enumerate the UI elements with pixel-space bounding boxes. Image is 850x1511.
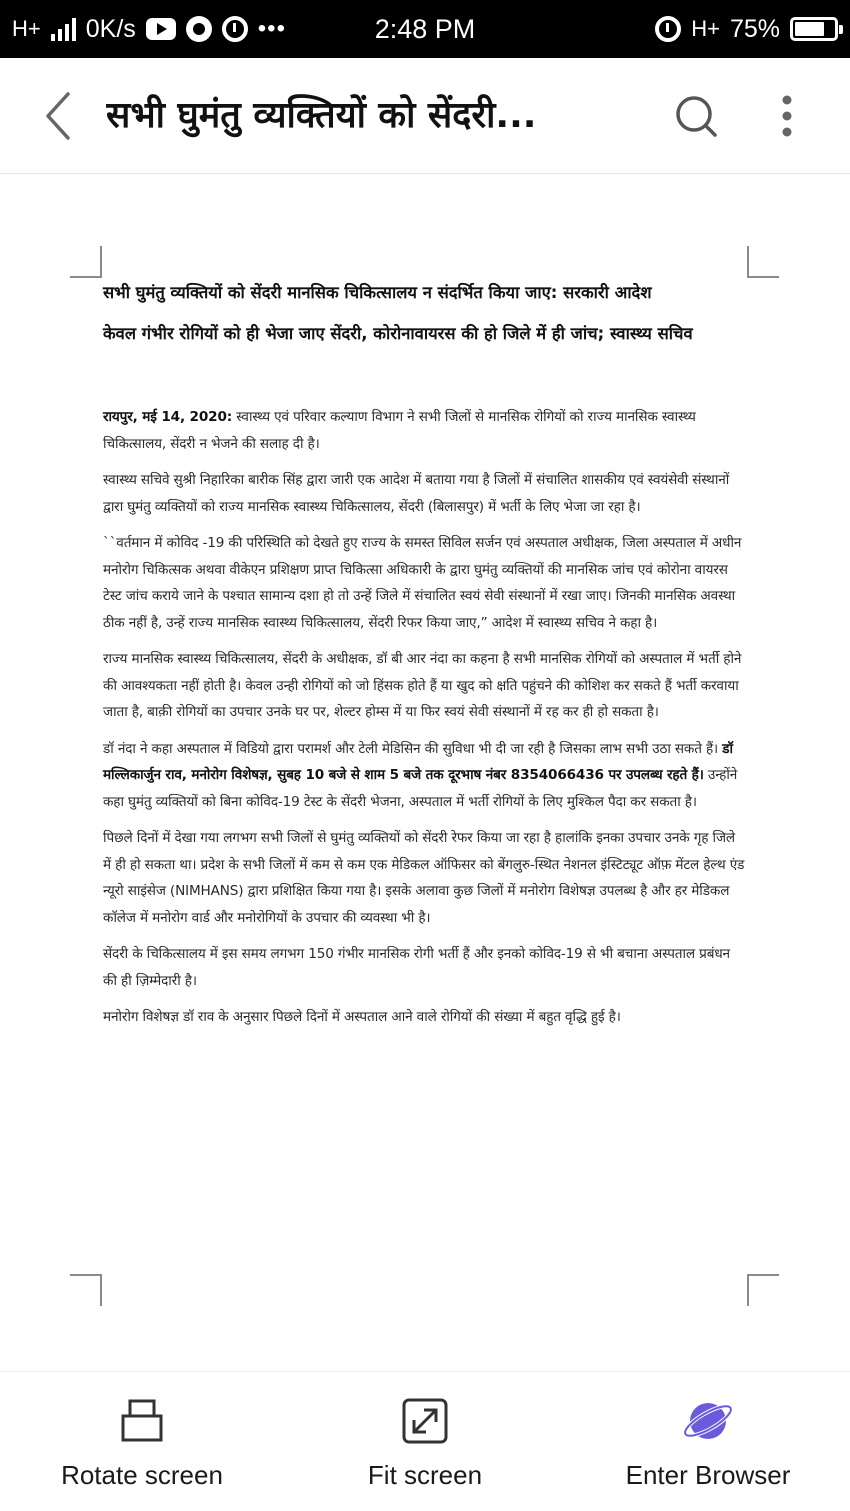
paragraph-6: पिछले दिनों में देखा गया लगभग सभी जिलों से घुमंतु व्यक्तियों को सेंदरी रेफर किया जा रहा है हालांकि इनका उपचार उनके गृह जिले में ही हो सकता था। प्रदेश के सभी जिलों में कम से कम एक मेडिकल ऑफिसर को बेंगलुरु-स्थित नेशनल इंस्टिट्यूट ऑफ़ मेंटल हेल्थ एंड न्यूरो साइंसेज (NIMHANS) द्वारा प्रशिक्षित किया गया है। इसके अलावा कुछ जिलों में मनोरोग विशेषज्ञ उपलब्ध है और हर मेडिकल कॉलेज में मनोरोग वार्ड और मनोरोगियों के उपचार की व्यवस्था भी है। [103, 830, 745, 926]
status-bar-left [12, 0, 286, 58]
more-icon: ••• [257, 15, 286, 42]
document-heading: सभी घुमंतु व्यक्तियों को सेंदरी मानसिक चिकित्सालय न संदर्भित किया जाए: सरकारी आदेश [103, 283, 652, 302]
rotate-screen-button[interactable] [30, 1372, 254, 1511]
network-speed: 0K/s [85, 14, 136, 43]
paragraph-5-start: डॉ नंदा ने कहा अस्पताल में विडियो द्वारा परामर्श और टेली मेडिसिन की सुविधा भी दी जा रही है जिसका लाभ सभी उठा सकते हैं। [103, 740, 723, 757]
alarm-icon [222, 16, 248, 42]
paragraph-5 [103, 736, 745, 816]
paragraph-1 [103, 404, 745, 457]
crop-mark-top-right [747, 246, 779, 278]
paragraph-7: सेंदरी के चिकित्सालय में इस समय लगभग 150 गंभीर मानसिक रोगी भर्ती हैं और इनको कोविद-19 से भी बचाना अस्पताल प्रबंधन की ही ज़िम्मेदारी है। [103, 946, 730, 989]
paragraph-3: ``वर्तमान में कोविद -19 की परिस्थिति को देखते हुए राज्य के समस्त सिविल सर्जन एवं अस्पताल अधीक्षक, जिला अस्पताल में अधीन मनोरोग चिकित्सक अथवा वीकेएन प्रशिक्षण प्राप्त चिकित्सा अधिकारी के द्वारा घुमंतु व्यक्तियों की मानसिक जांच एवं कोरोना वायरस टेस्ट जांच कराये जाने के पश्चात सामान्य दशा हो तो उन्हें जिले में संचालित स्वयं सेवी संस्थानों में रखा जाए। जिनकी मानसिक अवस्था ठीक नहीं है, उन्हें राज्य मानसिक स्वास्थ्य चिकित्सालय, सेंदरी रिफर किया जाए,” आदेश में स्वास्थ्य सचिव ने कहा है। [103, 535, 742, 631]
back-icon [36, 88, 86, 144]
fit-screen-icon [400, 1396, 450, 1446]
dateline: रायपुर, मई 14, 2020: [103, 409, 233, 425]
battery-icon [790, 17, 838, 41]
rotate-screen-label: Rotate screen [61, 1460, 223, 1490]
app-bar [0, 58, 850, 174]
crop-mark-top-left [70, 246, 102, 278]
fit-screen-button[interactable] [313, 1372, 537, 1511]
more-vert-icon [770, 92, 804, 140]
paragraph-5-bold: डॉ मल्लिकार्जुन राव, मनोरोग विशेषज्ञ, सुबह 10 बजे से शाम 5 बजे तक दूरभाष नंबर 8354066436 पर उपलब्ध रहते हैं। [103, 740, 733, 783]
network-type-right: H+ [691, 16, 720, 41]
crop-mark-bottom-right [747, 1274, 779, 1306]
status-bar [0, 0, 850, 58]
paragraph-2: स्वास्थ्य सचिवे सुश्री निहारिका बारीक सिंह द्वारा जारी एक आदेश में बताया गया है जिलों में संचालित शासकीय एवं स्वयंसेवी संस्थानों द्वारा घुमंतु व्यक्तियों को राज्य मानसिक स्वास्थ्य चिकित्सालय, सेंदरी (बिलासपुर) में भर्ती के लिए भेजा जा रहा है। [103, 472, 730, 515]
fit-screen-label: Fit screen [367, 1460, 483, 1490]
enter-browser-label: Enter Browser [625, 1460, 791, 1490]
battery-percent: 75% [729, 14, 780, 43]
planet-browser-icon [683, 1396, 733, 1446]
more-options-button[interactable] [770, 92, 804, 140]
paragraph-5-end: उन्होंने कहा घुमंतु व्यक्तियों को बिना कोविद-19 टेस्ट के सेंदरी भेजना, अस्पताल में भर्ती रोगियों के लिए मुश्किल पैदा कर सकता है। [103, 767, 738, 810]
network-type: H+ [12, 16, 41, 41]
search-icon [672, 92, 720, 140]
page-title: सभी घुमंतु व्यक्तियों को सेंदरी... [106, 95, 537, 136]
enter-browser-button[interactable] [596, 1372, 820, 1511]
alarm-icon [655, 16, 681, 42]
rotate-screen-icon [117, 1396, 167, 1446]
crop-mark-bottom-left [70, 1274, 102, 1306]
youtube-icon [146, 18, 176, 40]
document-content [103, 278, 745, 1041]
document-page[interactable] [0, 176, 850, 1366]
paragraph-1-text: स्वास्थ्य एवं परिवार कल्याण विभाग ने सभी जिलों से मानसिक रोगियों को राज्य मानसिक स्वास्थ्य चिकित्सालय, सेंदरी न भेजने की सलाह दी है। [103, 409, 696, 452]
paragraph-8: मनोरोग विशेषज्ञ डॉ राव के अनुसार पिछले दिनों में अस्पताल आने वाले रोगियों की संख्या में बहुत वृद्धि हुई है। [103, 1009, 621, 1025]
document-subheading: केवल गंभीर रोगियों को ही भेजा जाए सेंदरी, कोरोनावायरस की हो जिले में ही जांच; स्वास्थ्य सचिव [103, 324, 693, 343]
battery-fill [795, 22, 824, 36]
status-time: 2:48 PM [374, 14, 476, 44]
signal-icon [51, 17, 76, 41]
chrome-icon [186, 16, 212, 42]
search-button[interactable] [672, 92, 720, 140]
status-bar-right [655, 0, 838, 58]
bottom-toolbar [0, 1371, 850, 1511]
paragraph-4: राज्य मानसिक स्वास्थ्य चिकित्सालय, सेंदरी के अधीक्षक, डॉ बी आर नंदा का कहना है सभी मानसिक रोगियों को अस्पताल में भर्ती होने की आवश्यकता नहीं होती है। केवल उन्ही रोगियों को जो हिंसक होते हैं या खुद को क्षति पहुंचने की कोशिश कर सकते हैं भर्ती करवाया जाता है, बाक़ी रोगियों का उपचार उनके घर पर, शेल्टर होम्स में या फिर स्वयं सेवी संस्थानों में रह कर ही हो सकता है। [103, 651, 742, 720]
back-button[interactable] [36, 88, 86, 144]
